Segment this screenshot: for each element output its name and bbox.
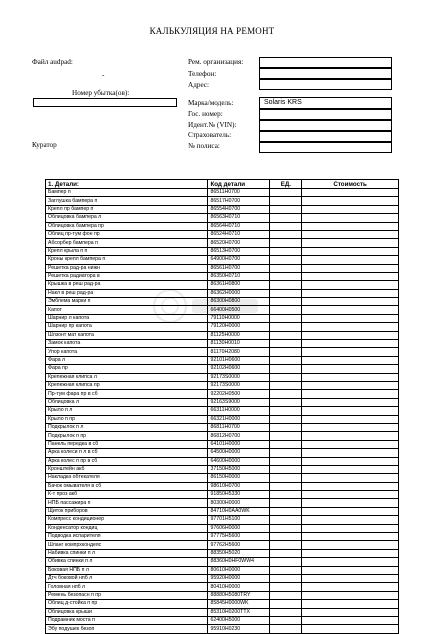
cost-cell (302, 189, 399, 197)
part-code-cell: 86554H0700 (208, 205, 270, 213)
table-row (46, 306, 399, 314)
unit-cell (270, 205, 302, 213)
part-name-cell: Шарнир л капота (46, 314, 208, 322)
part-name-cell: Крышка в реш рад-ра (46, 281, 208, 289)
part-code-cell: 86524H0710 (208, 230, 270, 238)
part-code-cell: 92173S0000 (208, 373, 270, 381)
part-name-cell: Облицовка бампера пр (46, 222, 208, 230)
part-code-cell: 91850H5330 (208, 491, 270, 499)
part-name-cell: Фара л (46, 356, 208, 364)
cost-cell (302, 616, 399, 624)
part-code-cell: 81125H0000 (208, 331, 270, 339)
cost-cell (302, 281, 399, 289)
part-name-cell: Бачок омывателя в сб (46, 482, 208, 490)
unit-cell (270, 591, 302, 599)
table-row (46, 323, 399, 331)
cost-cell (302, 566, 399, 574)
unit-cell (270, 558, 302, 566)
cost-cell (302, 457, 399, 465)
part-code-cell: 86511H0700 (208, 189, 270, 197)
insurer-field[interactable] (259, 131, 392, 142)
table-row (46, 214, 399, 222)
part-code-cell: 88360H0HF0WW4 (208, 558, 270, 566)
part-name-cell: Крепежная клипса пр (46, 381, 208, 389)
part-name-cell: Подкрылок п л (46, 423, 208, 431)
part-name-cell: Накл в реш рад-ра (46, 289, 208, 297)
part-name-cell: Шланг компрхкондеяс (46, 541, 208, 549)
table-row (46, 239, 399, 247)
part-code-cell: 86517H0700 (208, 197, 270, 205)
unit-cell (270, 482, 302, 490)
cost-cell (302, 608, 399, 616)
cost-cell (302, 289, 399, 297)
part-code-cell: 85310H0200TTX (208, 608, 270, 616)
part-name-cell: Решетка радиатора в (46, 272, 208, 280)
unit-cell (270, 566, 302, 574)
parts-table (45, 179, 399, 634)
vin-field[interactable] (259, 120, 392, 131)
part-code-cell: 64101H0000 (208, 440, 270, 448)
reg-number-field[interactable] (259, 109, 392, 120)
cost-cell (302, 247, 399, 255)
part-code-cell: 88880H5080TRY (208, 591, 270, 599)
unit-cell (270, 474, 302, 482)
table-row (46, 549, 399, 557)
part-name-cell: Шлзонт мат капота (46, 331, 208, 339)
part-code-cell: 86563H0710 (208, 214, 270, 222)
part-name-cell: Обивка спинки п л (46, 558, 208, 566)
unit-cell (270, 440, 302, 448)
address-label: Адрес: (188, 81, 209, 89)
part-name-cell: Бампер п (46, 189, 208, 197)
cost-cell (302, 390, 399, 398)
part-code-cell: 97606H0000 (208, 524, 270, 532)
unit-cell (270, 465, 302, 473)
unit-cell (270, 272, 302, 280)
part-name-cell: Упор капота (46, 348, 208, 356)
table-row (46, 205, 399, 213)
part-code-cell: 80300H0000 (208, 499, 270, 507)
part-name-cell: Щиток приборов (46, 507, 208, 515)
table-row (46, 415, 399, 423)
unit-cell (270, 214, 302, 222)
unit-cell (270, 239, 302, 247)
table-row (46, 264, 399, 272)
part-code-cell: 66400H0500 (208, 306, 270, 314)
table-row (46, 289, 399, 297)
table-row (46, 256, 399, 264)
table-row (46, 423, 399, 431)
part-name-cell: Пр-тум фара пр в сб (46, 390, 208, 398)
cost-cell (302, 298, 399, 306)
table-row (46, 600, 399, 608)
part-name-cell: Крепл пр бампер п (46, 205, 208, 213)
part-code-cell: 88350H5020 (208, 549, 270, 557)
table-row (46, 499, 399, 507)
unit-cell (270, 331, 302, 339)
table-row (46, 407, 399, 415)
part-code-cell: 86362H0000 (208, 289, 270, 297)
loss-number-field[interactable] (33, 98, 177, 107)
unit-cell (270, 373, 302, 381)
cost-cell (302, 264, 399, 272)
model-value: Solaris KRS (264, 99, 302, 106)
unit-cell (270, 457, 302, 465)
model-label: Марка/модель: (188, 99, 234, 107)
unit-cell (270, 298, 302, 306)
part-code-cell: 81170H2080 (208, 348, 270, 356)
table-row (46, 474, 399, 482)
part-code-cell: 86150H0000 (208, 474, 270, 482)
cost-cell (302, 558, 399, 566)
part-name-cell: Облицовка л (46, 398, 208, 406)
part-name-cell: Панель передка в сб (46, 440, 208, 448)
header-parts: 1. Детали: (46, 180, 208, 189)
part-code-cell: 66311H0000 (208, 407, 270, 415)
part-code-cell: 98610H0700 (208, 482, 270, 490)
unit-cell (270, 415, 302, 423)
unit-cell (270, 281, 302, 289)
cost-cell (302, 440, 399, 448)
table-row (46, 440, 399, 448)
part-name-cell: Конденсатор кондиц (46, 524, 208, 532)
part-name-cell: Компресс кондиционер (46, 516, 208, 524)
unit-cell (270, 390, 302, 398)
cost-cell (302, 348, 399, 356)
part-name-cell: Арка колеси п л в сб (46, 449, 208, 457)
cost-cell (302, 314, 399, 322)
part-code-cell: 86300H0800 (208, 298, 270, 306)
table-row (46, 381, 399, 389)
table-row (46, 574, 399, 582)
part-code-cell: 92102H0600 (208, 365, 270, 373)
part-name-cell: Головная нпб л (46, 583, 208, 591)
part-code-cell: 86811H0700 (208, 423, 270, 431)
part-code-cell: 66321H0000 (208, 415, 270, 423)
part-code-cell: 84710H0AA0WK (208, 507, 270, 515)
unit-cell (270, 197, 302, 205)
part-code-cell: 64500H0000 (208, 449, 270, 457)
table-row (46, 457, 399, 465)
part-code-cell: 62400H5000 (208, 616, 270, 624)
table-row (46, 533, 399, 541)
table-row (46, 230, 399, 238)
table-row (46, 524, 399, 532)
part-code-cell: 80610H0000 (208, 566, 270, 574)
cost-cell (302, 524, 399, 532)
unit-cell (270, 306, 302, 314)
part-code-cell: 95920H0000 (208, 574, 270, 582)
table-row (46, 482, 399, 490)
table-row (46, 398, 399, 406)
table-row (46, 516, 399, 524)
table-row (46, 465, 399, 473)
reg-number-label: Гос. номер: (188, 110, 223, 118)
part-name-cell: Кронштейн акб (46, 465, 208, 473)
cost-cell (302, 230, 399, 238)
phone-field[interactable] (259, 68, 392, 79)
cost-cell (302, 591, 399, 599)
part-name-cell: Арка колес п пр в сб (46, 457, 208, 465)
file-label: Файл audpad: (32, 58, 73, 66)
cost-cell (302, 491, 399, 499)
file-dash: - (102, 71, 105, 79)
cost-cell (302, 407, 399, 415)
unit-cell (270, 516, 302, 524)
part-name-cell: Подкрылок п пр (46, 432, 208, 440)
unit-cell (270, 533, 302, 541)
part-code-cell: 85845H0000WK (208, 600, 270, 608)
part-code-cell: 95910H0230 (208, 625, 270, 633)
cost-cell (302, 331, 399, 339)
cost-cell (302, 197, 399, 205)
part-code-cell: 92173S0000 (208, 381, 270, 389)
model-field[interactable] (259, 97, 392, 109)
unit-cell (270, 583, 302, 591)
phone-label: Телефон: (188, 70, 217, 78)
cost-cell (302, 541, 399, 549)
address-field[interactable] (259, 79, 392, 90)
part-code-cell: 37150H5000 (208, 465, 270, 473)
policy-label: № полиса: (188, 142, 220, 150)
cost-cell (302, 239, 399, 247)
vin-label: Идент.№ (VIN): (188, 121, 237, 129)
part-code-cell: 86361H0800 (208, 281, 270, 289)
unit-cell (270, 549, 302, 557)
table-row (46, 222, 399, 230)
unit-cell (270, 381, 302, 389)
table-row (46, 197, 399, 205)
table-row (46, 591, 399, 599)
cost-cell (302, 482, 399, 490)
table-row (46, 566, 399, 574)
part-name-cell: Абсорбер бампера п (46, 239, 208, 247)
table-row (46, 491, 399, 499)
table-row (46, 348, 399, 356)
part-code-cell: 97775H5600 (208, 533, 270, 541)
table-row (46, 390, 399, 398)
part-code-cell: 86561H0700 (208, 264, 270, 272)
unit-cell (270, 222, 302, 230)
cost-cell (302, 398, 399, 406)
table-row (46, 247, 399, 255)
part-name-cell: К-т проз акб (46, 491, 208, 499)
part-name-cell: Дтч боковой нпб л (46, 574, 208, 582)
cost-cell (302, 256, 399, 264)
header-part-code: Код детали (208, 180, 270, 189)
cost-cell (302, 474, 399, 482)
table-row (46, 189, 399, 197)
table-row (46, 583, 399, 591)
part-name-cell: Замок капота (46, 340, 208, 348)
part-name-cell: Облицовка бампера л (46, 214, 208, 222)
part-name-cell: Облицовка крыши (46, 608, 208, 616)
table-row (46, 340, 399, 348)
unit-cell (270, 507, 302, 515)
table-row (46, 281, 399, 289)
part-code-cell: 81130H0010 (208, 340, 270, 348)
parts-table-header (46, 180, 399, 189)
cost-cell (302, 356, 399, 364)
part-name-cell: Кроны крепл бампера п (46, 256, 208, 264)
cost-cell (302, 432, 399, 440)
unit-cell (270, 423, 302, 431)
table-row (46, 616, 399, 624)
part-code-cell: 97762H5600 (208, 541, 270, 549)
unit-cell (270, 256, 302, 264)
document-title: КАЛЬКУЛЯЦИЯ НА РЕМОНТ (149, 26, 275, 36)
part-code-cell: 92202H0500 (208, 390, 270, 398)
part-name-cell: Решетка рад-ра нижн (46, 264, 208, 272)
cost-cell (302, 574, 399, 582)
table-row (46, 432, 399, 440)
part-name-cell: Шарнир пр капота (46, 323, 208, 331)
cost-cell (302, 583, 399, 591)
table-row (46, 331, 399, 339)
unit-cell (270, 289, 302, 297)
part-name-cell: Крыло п пр (46, 415, 208, 423)
cost-cell (302, 214, 399, 222)
unit-cell (270, 616, 302, 624)
part-name-cell: Крыло п л (46, 407, 208, 415)
policy-field[interactable] (259, 142, 392, 153)
cost-cell (302, 533, 399, 541)
cost-cell (302, 340, 399, 348)
cost-cell (302, 423, 399, 431)
part-name-cell: Капот (46, 306, 208, 314)
part-name-cell: Подводка испарителя (46, 533, 208, 541)
part-code-cell: 86520H0700 (208, 239, 270, 247)
part-name-cell: Заглушка бампера п (46, 197, 208, 205)
table-row (46, 608, 399, 616)
unit-cell (270, 600, 302, 608)
part-code-cell: 86564H0710 (208, 222, 270, 230)
part-code-cell: 86812H0700 (208, 432, 270, 440)
unit-cell (270, 625, 302, 633)
part-name-cell: Набивка спинки п л (46, 549, 208, 557)
loss-number-label: Номер убытка(ов): (72, 89, 130, 97)
header-unit: ЕД. (270, 180, 302, 189)
cost-cell (302, 205, 399, 213)
unit-cell (270, 574, 302, 582)
cost-cell (302, 373, 399, 381)
part-name-cell: Эмблема марки п (46, 298, 208, 306)
part-code-cell: 64900H0700 (208, 256, 270, 264)
cost-cell (302, 600, 399, 608)
unit-cell (270, 323, 302, 331)
unit-cell (270, 541, 302, 549)
part-name-cell: Фара пр (46, 365, 208, 373)
unit-cell (270, 340, 302, 348)
table-row (46, 558, 399, 566)
unit-cell (270, 449, 302, 457)
repair-org-label: Рем. организация: (188, 58, 244, 66)
unit-cell (270, 314, 302, 322)
unit-cell (270, 432, 302, 440)
table-row (46, 625, 399, 633)
unit-cell (270, 230, 302, 238)
unit-cell (270, 264, 302, 272)
part-name-cell: Облиц пр-тум фон пр (46, 230, 208, 238)
cost-cell (302, 625, 399, 633)
part-code-cell: 92101H0600 (208, 356, 270, 364)
cost-cell (302, 381, 399, 389)
unit-cell (270, 356, 302, 364)
part-name-cell: Ремень безопасн п пр (46, 591, 208, 599)
part-code-cell: 79120H0000 (208, 323, 270, 331)
table-row (46, 541, 399, 549)
table-row (46, 449, 399, 457)
cost-cell (302, 415, 399, 423)
part-code-cell: 86513H0700 (208, 247, 270, 255)
cost-cell (302, 465, 399, 473)
table-row (46, 507, 399, 515)
cost-cell (302, 516, 399, 524)
part-code-cell: 79110H0000 (208, 314, 270, 322)
cost-cell (302, 323, 399, 331)
part-name-cell: НПБ пассажира п (46, 499, 208, 507)
table-row (46, 314, 399, 322)
unit-cell (270, 348, 302, 356)
unit-cell (270, 247, 302, 255)
part-name-cell: Подрамник моста п (46, 616, 208, 624)
unit-cell (270, 491, 302, 499)
cost-cell (302, 365, 399, 373)
cost-cell (302, 499, 399, 507)
header-cost: Стоимость (302, 180, 399, 189)
repair-org-field[interactable] (259, 57, 392, 68)
curator-label: Куратор (32, 141, 57, 149)
part-code-cell: 97701H5100 (208, 516, 270, 524)
table-row (46, 356, 399, 364)
unit-cell (270, 365, 302, 373)
part-name-cell: Эбу подушек безоп (46, 625, 208, 633)
table-row (46, 365, 399, 373)
unit-cell (270, 608, 302, 616)
part-code-cell: 86350H0710 (208, 272, 270, 280)
part-name-cell: Боковая НПБ п л (46, 566, 208, 574)
cost-cell (302, 549, 399, 557)
cost-cell (302, 507, 399, 515)
part-code-cell: 80410H0000 (208, 583, 270, 591)
unit-cell (270, 398, 302, 406)
table-row (46, 298, 399, 306)
part-name-cell: Накладка обтекателя (46, 474, 208, 482)
table-row (46, 272, 399, 280)
unit-cell (270, 189, 302, 197)
table-row (46, 373, 399, 381)
cost-cell (302, 222, 399, 230)
insurer-label: Страхователь: (188, 131, 232, 139)
cost-cell (302, 449, 399, 457)
unit-cell (270, 524, 302, 532)
unit-cell (270, 407, 302, 415)
cost-cell (302, 272, 399, 280)
part-code-cell: 64600H0000 (208, 457, 270, 465)
part-code-cell: 92163S9000 (208, 398, 270, 406)
unit-cell (270, 499, 302, 507)
part-name-cell: Крепл крыла п п (46, 247, 208, 255)
part-name-cell: Крепежная клипса л (46, 373, 208, 381)
part-name-cell: Облиц д-стойка п пр (46, 600, 208, 608)
cost-cell (302, 306, 399, 314)
